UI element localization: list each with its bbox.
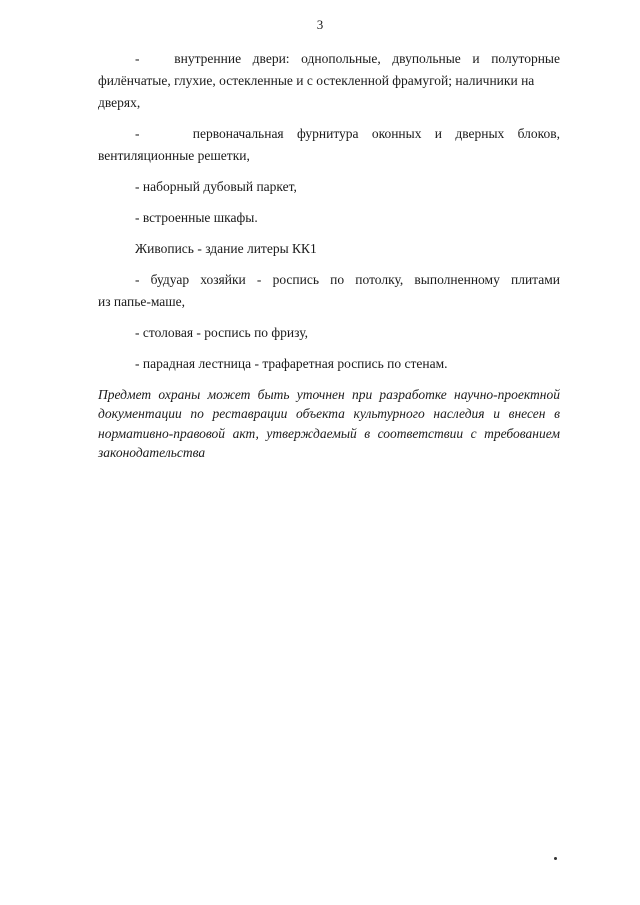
list-item-wardrobes: - встроенные шкафы. xyxy=(135,210,258,225)
list-item-interior-doors-first-line: - внутренние двери: однопольные, двупольные и полуторные xyxy=(135,51,560,66)
protection-subject-note: Предмет охраны может быть уточнен при разработке научно-проектной документации по реставрации объекта культурного наследия и внесен в нормативно-правовой акт, утверждаемый в соответствии с требованием законодательства xyxy=(98,386,560,460)
list-item-staircase: - парадная лестница - трафаретная роспись по стенам. xyxy=(135,356,448,371)
section-heading-painting: Живопись - здание литеры КК1 xyxy=(135,241,317,256)
page-number: 3 xyxy=(316,17,324,32)
list-item-parquet: - наборный дубовый паркет, xyxy=(135,179,297,194)
list-item-hardware-continuation: вентиляционные решетки, xyxy=(98,148,250,163)
document-body xyxy=(98,48,560,384)
list-item-boudoir-continuation: из папье-маше, xyxy=(98,294,186,309)
list-item-dining-room: - столовая - роспись по фризу, xyxy=(135,325,308,340)
list-item-boudoir-first-line: - будуар хозяйки - роспись по потолку, выполненному плитами xyxy=(135,272,560,287)
list-item-hardware-first-line: - первоначальная фурнитура оконных и дверных блоков, xyxy=(135,126,560,141)
stray-dot-mark xyxy=(554,857,557,860)
list-item-interior-doors-continuation: филёнчатые, глухие, остекленные и с остекленной фрамугой; наличники на дверях, xyxy=(98,73,535,110)
